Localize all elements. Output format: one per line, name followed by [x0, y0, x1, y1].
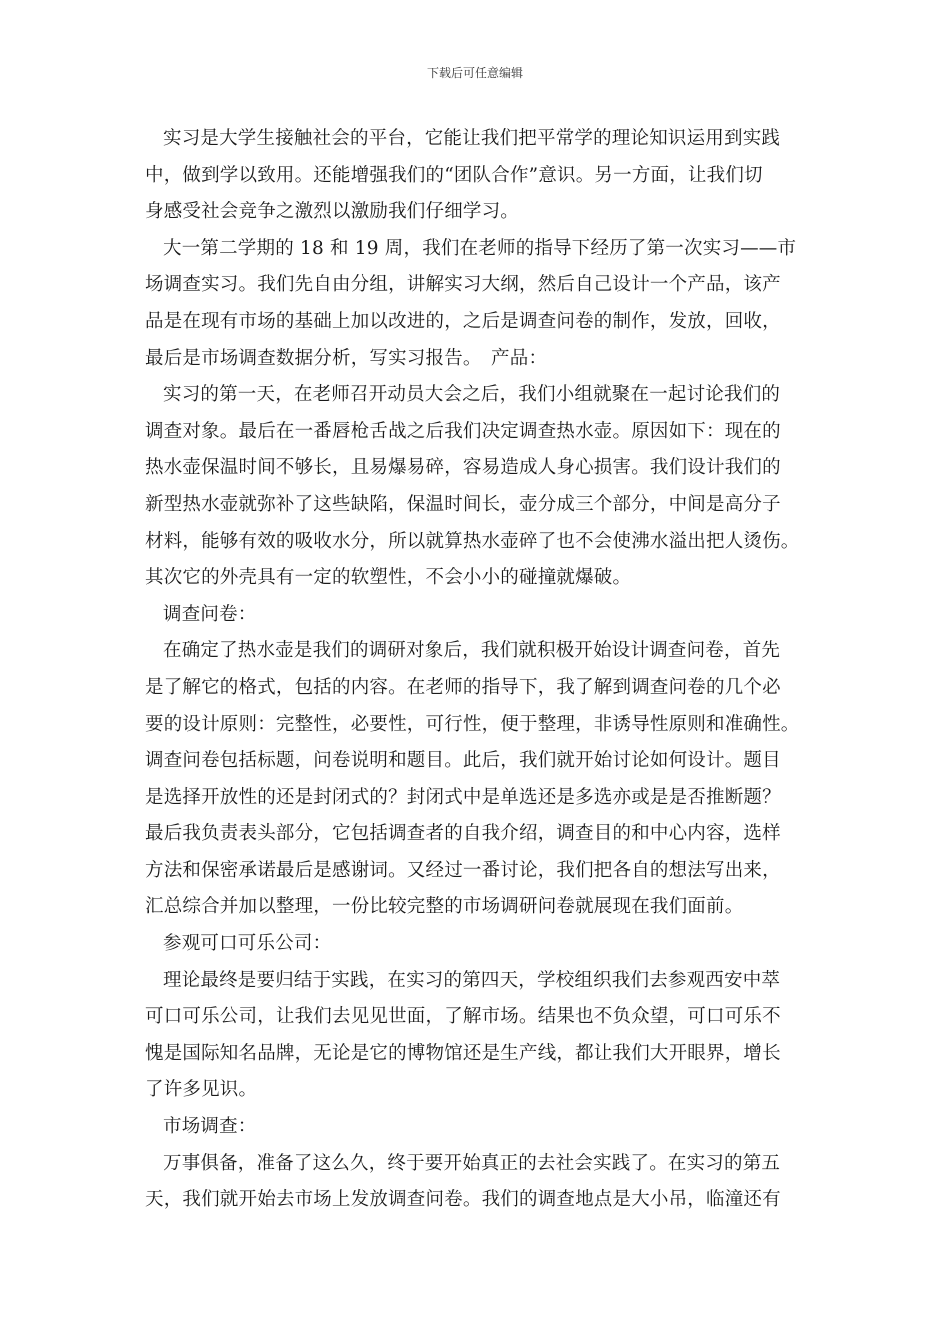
- text-line: 品是在现有市场的基础上加以改进的，之后是调查问卷的制作，发放，回收，: [145, 310, 781, 332]
- text-line: 最后是市场调查数据分析，写实习报告。 产品：: [145, 347, 548, 369]
- text-line: 大一第二学期的 18 和 19 周，我们在老师的指导下经历了第一次实习——市: [163, 237, 797, 259]
- text-line: 热水壶保温时间不够长，且易爆易碎，容易造成人身心损害。我们设计我们的: [145, 457, 781, 479]
- text-line: 最后我负责表头部分，它包括调查者的自我介绍，调查目的和中心内容，选样: [145, 823, 781, 845]
- text-line: 中，做到学以致用。还能增强我们的“团队合作”意识。另一方面，让我们切: [145, 164, 763, 186]
- document-body: [145, 121, 810, 1219]
- text-line: 是了解它的格式，包括的内容。在老师的指导下，我了解到调查问卷的几个必: [145, 676, 781, 698]
- text-line: 是选择开放性的还是封闭式的？封闭式中是单选还是多选亦或是是否推断题？: [145, 786, 781, 808]
- text-line: 市场调查：: [163, 1116, 257, 1138]
- text-line: 参观可口可乐公司：: [163, 933, 332, 955]
- text-line: 其次它的外壳具有一定的软塑性，不会小小的碰撞就爆破。: [145, 567, 632, 589]
- text-line: 了许多见识。: [145, 1079, 258, 1101]
- text-line: 调查问卷包括标题，问卷说明和题目。此后，我们就开始讨论如何设计。题目: [145, 750, 781, 772]
- text-line: 要的设计原则：完整性，必要性，可行性，便于整理，非诱导性原则和准确性。: [145, 713, 800, 735]
- text-line: 调查问卷：: [163, 603, 257, 625]
- text-line: 材料，能够有效的吸收水分，所以就算热水壶碎了也不会使沸水溢出把人烫伤。: [145, 530, 800, 552]
- text-line: 实习的第一天，在老师召开动员大会之后，我们小组就聚在一起讨论我们的: [163, 384, 781, 406]
- text-line: 实习是大学生接触社会的平台，它能让我们把平常学的理论知识运用到实践: [163, 128, 781, 149]
- text-line: 调查对象。最后在一番唇枪舌战之后我们决定调查热水壶。原因如下：现在的: [145, 420, 781, 442]
- text-line: 场调查实习。我们先自由分组，讲解实习大纲，然后自己设计一个产品，该产: [145, 274, 781, 296]
- text-line: 在确定了热水壶是我们的调研对象后，我们就积极开始设计调查问卷，首先: [163, 640, 781, 662]
- text-line: 可口可乐公司，让我们去见见世面，了解市场。结果也不负众望，可口可乐不: [145, 1006, 781, 1028]
- page-header: 下载后可任意编辑: [426, 66, 523, 80]
- text-line: 新型热水壶就弥补了这些缺陷，保温时间长，壶分成三个部分，中间是高分子: [145, 493, 781, 515]
- text-line: 愧是国际知名品牌，无论是它的博物馆还是生产线，都让我们大开眼界，增长: [145, 1042, 781, 1064]
- text-line: 天，我们就开始去市场上发放调查问卷。我们的调查地点是大小吊，临潼还有: [145, 1189, 781, 1211]
- text-line: 身感受社会竞争之激烈以激励我们仔细学习。: [145, 201, 520, 223]
- text-line: 理论最终是要归结于实践，在实习的第四天，学校组织我们去参观西安中萃: [163, 969, 781, 991]
- text-line: 汇总综合并加以整理，一份比较完整的市场调研问卷就展现在我们面前。: [145, 896, 744, 918]
- text-line: 万事俱备，准备了这么久，终于要开始真正的去社会实践了。在实习的第五: [163, 1152, 781, 1174]
- text-line: 方法和保密承诺最后是感谢词。又经过一番讨论，我们把各自的想法写出来，: [145, 859, 781, 881]
